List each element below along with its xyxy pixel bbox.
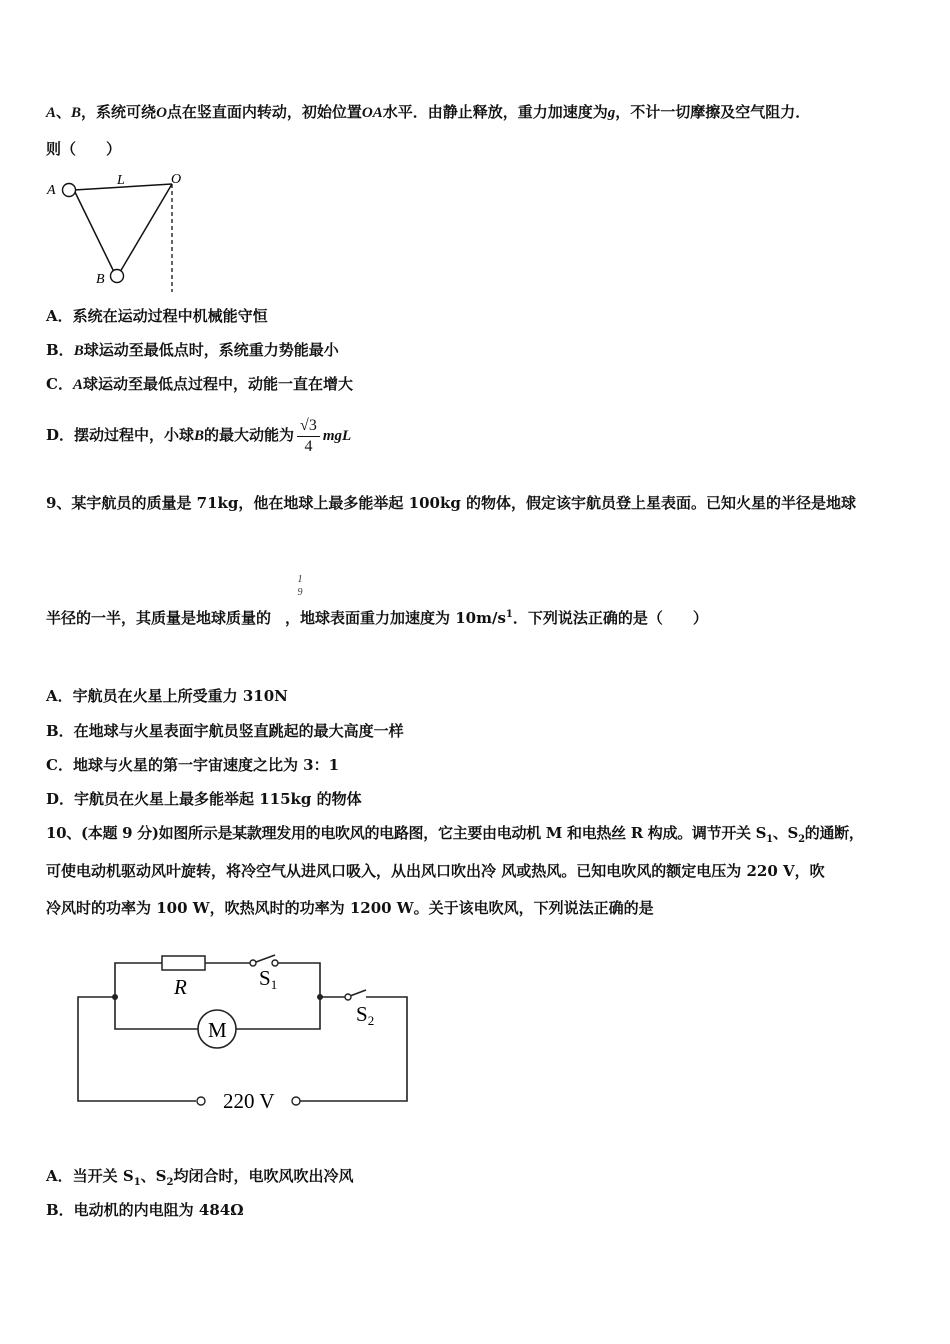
ball-b — [111, 270, 124, 283]
q8-stem-line2: 则（ ） — [46, 140, 122, 158]
ball-a — [63, 184, 76, 197]
label-l: L — [117, 173, 125, 188]
q10-option-b: B．电动机的内电阻为 484Ω — [46, 1201, 244, 1219]
q8-option-d-fraction — [297, 416, 320, 457]
q10-text2: 、S — [772, 824, 799, 842]
q9-stem-line1: 9、某宇航员的质量是 71kg，他在地球上最多能举起 100kg 的物体，假定该宇航员登上星表面。已知火星的半径是地球 — [46, 494, 857, 512]
q9-text3: ．下列说法正确的是（ ） — [512, 609, 708, 627]
q8-option-b-text2: 球运动至最低点时，系统重力势能最小 — [83, 341, 339, 359]
q9-option-a: A．宇航员在火星上所受重力 310N — [46, 687, 288, 705]
q8-var-g: g — [607, 105, 616, 121]
q10-sub2: 2 — [798, 834, 805, 845]
s2-letter: S — [356, 1002, 368, 1026]
frac-numerator: √3 — [297, 416, 320, 437]
q9-text2: ，地球表面重力加速度为 10m/s — [285, 609, 506, 627]
q9-option-b: B．在地球与火星表面宇航员竖直跳起的最大高度一样 — [46, 722, 404, 740]
q10-sub1: 1 — [766, 834, 773, 845]
q10-stem-line1 — [46, 823, 864, 850]
q8-option-d-expr: mgL — [322, 428, 352, 444]
q8-stem-line1 — [46, 102, 810, 123]
terminal-left — [197, 1097, 205, 1105]
junction-left — [112, 994, 118, 1000]
q8-var-b: B — [71, 105, 82, 121]
q8-option-d — [46, 412, 351, 459]
wire-outer-left — [78, 997, 196, 1101]
q8-text: 、 — [56, 103, 72, 121]
q8-text: ，不计一切摩擦及空气阻力． — [615, 103, 811, 121]
pendulum-figure — [44, 170, 204, 295]
q8-option-c — [46, 374, 353, 395]
q8-var-a: A — [46, 105, 57, 121]
switch-s2-contact — [345, 994, 351, 1000]
label-a: A — [47, 183, 56, 198]
switch-s2-blade — [350, 990, 366, 996]
q10-text3: 的通断， — [804, 824, 864, 842]
q9-text: 半径的一半，其质量是地球质量的 — [46, 609, 272, 627]
terminal-right — [292, 1097, 300, 1105]
q8-option-a: A．系统在运动过程中机械能守恒 — [46, 307, 268, 325]
q9-option-c: C．地球与火星的第一宇宙速度之比为 3：1 — [46, 756, 340, 774]
q8-text: ，系统可绕 — [81, 103, 157, 121]
q8-option-c-var: A — [72, 377, 83, 393]
s2-subscript: 2 — [367, 1013, 375, 1028]
voltage-label: 220 V — [223, 1089, 275, 1113]
q8-option-d-text: D．摆动过程中，小球 — [46, 426, 195, 444]
q10-stem-line3: 冷风时的功率为 100 W，吹热风时的功率为 1200 W。关于该电吹风，下列说法正确的是 — [46, 899, 654, 917]
motor-label: M — [208, 1018, 227, 1042]
q9-exponent: 1 — [505, 609, 513, 620]
switch-s1-contact2 — [272, 960, 278, 966]
q10-option-a-text: A．当开关 S — [46, 1167, 134, 1185]
resistor-r — [162, 956, 205, 970]
q10-option-a-sub2: 2 — [166, 1177, 174, 1188]
s2-label — [356, 1002, 374, 1028]
s1-letter: S — [259, 966, 271, 990]
wire-top-right — [236, 963, 320, 1029]
q9-frac-num: 1 — [297, 574, 303, 585]
s1-label — [259, 966, 277, 992]
q8-option-d-text2: 的最大动能为 — [204, 426, 295, 444]
junction-right — [317, 994, 323, 1000]
q10-option-a-sub1: 1 — [133, 1177, 141, 1188]
q10-option-a-text3: 均闭合时，电吹风吹出冷风 — [173, 1167, 354, 1185]
q10-stem-line2: 可使电动机驱动风叶旋转，将冷空气从进风口吸入，从出风口吹出冷 风或热风。已知电吹风的额定电压为 220 V，吹 — [46, 862, 825, 880]
wire-outer-right — [300, 997, 407, 1101]
rod-ob — [120, 184, 172, 272]
q9-frac-den: 9 — [297, 587, 303, 598]
resistor-label: R — [174, 975, 187, 999]
q8-text: 点在竖直面内转动，初始位置 — [166, 103, 362, 121]
frac-denominator: 4 — [304, 437, 313, 455]
q8-option-c-text: C． — [46, 375, 73, 393]
q8-text: 水平．由静止释放，重力加速度为 — [382, 103, 608, 121]
q8-option-b-var: B — [73, 343, 84, 359]
q9-option-d: D．宇航员在火星上最多能举起 115kg 的物体 — [46, 790, 362, 808]
q10-text: 10、(本题 9 分)如图所示是某款理发用的电吹风的电路图，它主要由电动机 M 和电热丝 R 构成。调节开关 S — [46, 824, 767, 842]
q8-option-b — [46, 340, 339, 361]
circuit-diagram — [70, 945, 420, 1115]
q8-var-oa: OA — [361, 105, 383, 121]
q9-fraction — [294, 574, 306, 598]
q10-option-a-text2: 、S — [140, 1167, 167, 1185]
rod-ab — [74, 190, 114, 272]
s1-subscript: 1 — [270, 977, 278, 992]
q8-option-b-text: B． — [46, 341, 74, 359]
q8-var-o: O — [156, 105, 167, 121]
q9-stem-line2 — [46, 605, 708, 628]
switch-s1-contact — [250, 960, 256, 966]
label-o: O — [171, 172, 182, 187]
q8-option-c-text2: 球运动至最低点过程中，动能一直在增大 — [82, 375, 353, 393]
q8-option-d-var: B — [194, 428, 205, 444]
q10-option-a — [46, 1166, 354, 1193]
label-b: B — [96, 272, 105, 287]
